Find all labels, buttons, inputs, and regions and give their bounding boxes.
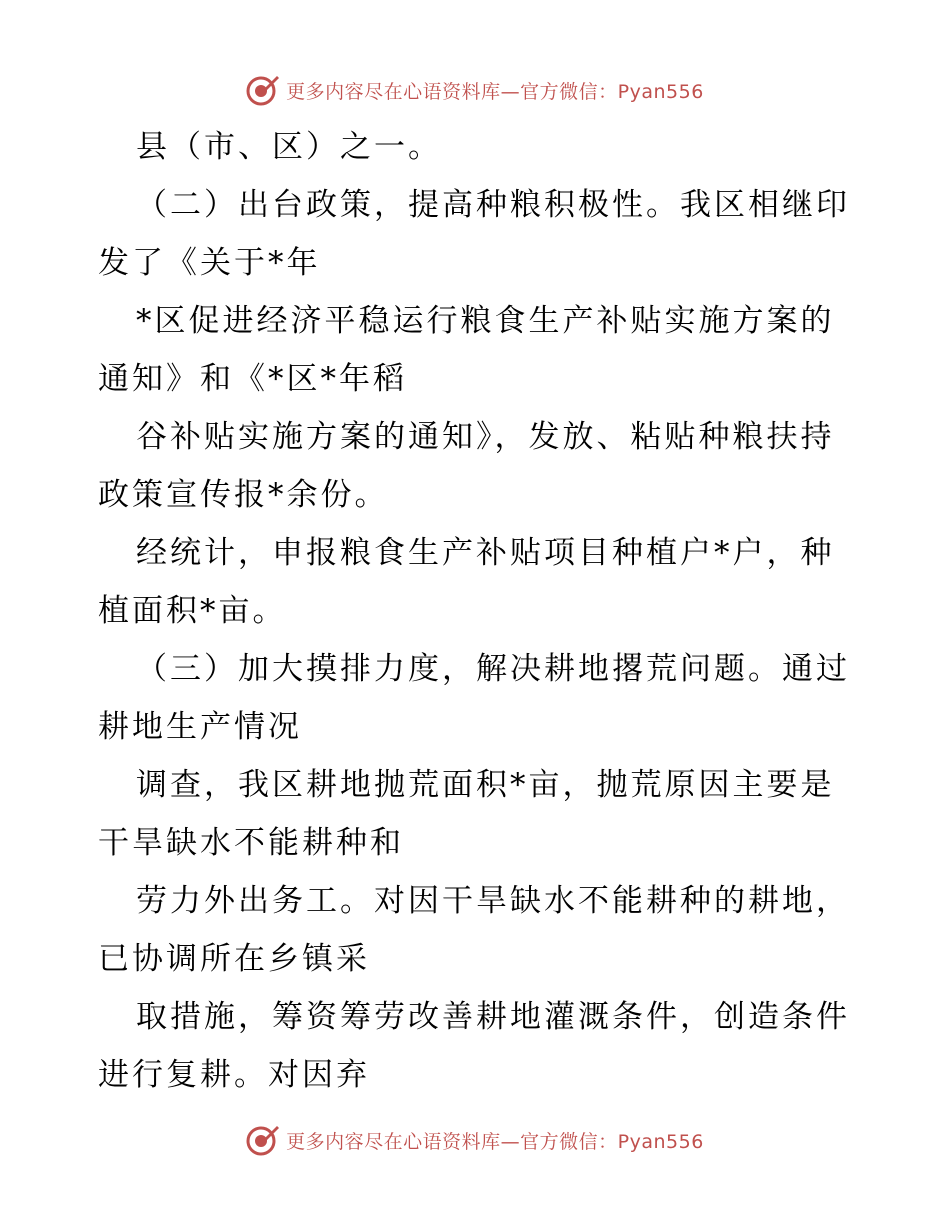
body-line-13: 干旱缺水不能耕种和 (98, 825, 404, 861)
pen-logo-icon (246, 1123, 280, 1157)
body-line-6: 谷补贴实施方案的通知》，发放、粘贴种粮扶持 (136, 419, 835, 455)
body-line-2: （二）出台政策，提高种粮积极性。我区相继印 (136, 187, 850, 223)
body-line-17: 进行复耕。对因弃 (98, 1057, 370, 1093)
document-body (98, 118, 858, 1104)
header-watermark (0, 70, 950, 110)
body-line-4: *区促进经济平稳运行粮食生产补贴实施方案的 (136, 303, 835, 339)
body-line-8: 经统计，申报粮食生产补贴项目种植户*户，种 (136, 535, 835, 571)
body-line-7: 政策宣传报*余份。 (98, 477, 389, 513)
body-line-10: （三）加大摸排力度，解决耕地撂荒问题。通过 (136, 651, 850, 687)
watermark-text: 更多内容尽在心语资料库—官方微信：Pyan556 (286, 80, 704, 103)
watermark-text: 更多内容尽在心语资料库—官方微信：Pyan556 (286, 1130, 704, 1153)
body-line-15: 已协调所在乡镇采 (98, 941, 370, 977)
pen-logo-icon (246, 73, 280, 107)
body-line-14: 劳力外出务工。对因干旱缺水不能耕种的耕地， (136, 883, 850, 919)
body-line-9: 植面积*亩。 (98, 593, 287, 629)
body-line-5: 通知》和《*区*年稻 (98, 361, 407, 397)
body-line-16: 取措施，筹资筹劳改善耕地灌溉条件，创造条件 (136, 999, 850, 1035)
body-line-12: 调查，我区耕地抛荒面积*亩，抛荒原因主要是 (136, 767, 835, 803)
body-line-3: 发了《关于*年 (98, 245, 321, 281)
body-line-1: 县（市、区）之一。 (136, 129, 442, 165)
body-line-11: 耕地生产情况 (98, 709, 302, 745)
footer-watermark (0, 1120, 950, 1160)
